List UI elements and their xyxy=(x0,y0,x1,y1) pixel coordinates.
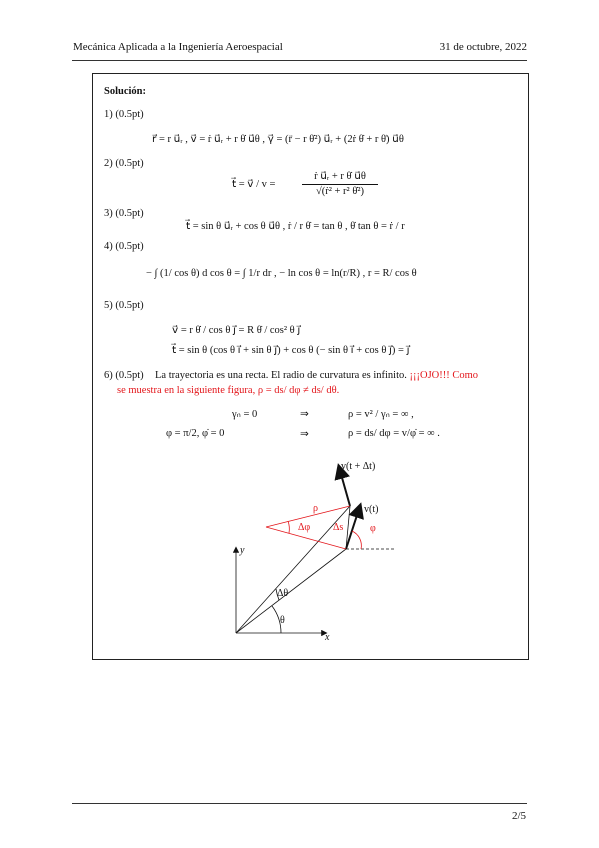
radius-line-1 xyxy=(236,549,346,633)
label-v-t: v(t) xyxy=(364,504,379,515)
item-6-text-warning-cont: se muestra en la siguiente figura, ρ = ds/ dφ ≠ ds/ dθ. xyxy=(117,385,340,396)
solution-heading: Solución: xyxy=(104,86,147,97)
dphi-arc xyxy=(288,521,289,533)
footer-rule xyxy=(72,803,527,804)
item-2-equation-numerator: ṙ u⃗ᵣ + r θ̇ u⃗θ xyxy=(314,171,366,182)
item-3-equation: t⃗ = sin θ u⃗ᵣ + cos θ u⃗θ , ṙ / r θ̇ = tan θ , θ̇ tan θ = ṙ / r xyxy=(186,221,405,232)
item-4-label: 4) (0.5pt) xyxy=(104,241,144,252)
label-dphi: Δφ xyxy=(298,522,311,533)
phi-arc xyxy=(352,531,361,549)
item-6-text-warning: ¡¡¡OJO!!! Como xyxy=(409,370,479,381)
item-6-row2-arrow: ⇒ xyxy=(300,429,309,440)
item-2-equation-lhs: t⃗ = v⃗ / v = xyxy=(232,179,276,190)
label-ds: Δs xyxy=(333,522,344,533)
item-5-label: 5) (0.5pt) xyxy=(104,300,144,311)
item-3-label: 3) (0.5pt) xyxy=(104,208,144,219)
item-6-row1-right: ρ = v² / γₙ = ∞ , xyxy=(348,409,414,420)
label-v-t-dt: v(t + Δt) xyxy=(341,461,376,472)
velocity-vector-t-dt xyxy=(339,467,350,506)
item-6-row2-right: ρ = ds/ dφ = v/φ̇ = ∞ . xyxy=(348,428,440,439)
label-x: x xyxy=(325,632,330,643)
label-rho: ρ xyxy=(313,503,318,514)
item-2-label: 2) (0.5pt) xyxy=(104,158,144,169)
page-number: 2/5 xyxy=(511,810,526,822)
item-6-row2-left: φ = π/2, φ̇ = 0 xyxy=(166,428,225,439)
label-y: y xyxy=(240,545,245,556)
header-title: Mecánica Aplicada a la Ingeniería Aeroespacial xyxy=(73,41,283,53)
item-6-row1-left: γₙ = 0 xyxy=(232,409,258,420)
item-2-equation-denominator: √(ṙ² + r² θ̇²) xyxy=(315,186,365,197)
item-5-equation-1: v⃗ = r θ̇ / cos θ j⃗ = R θ̇ / cos² θ j⃗ xyxy=(172,325,301,336)
item-6-label: 6) (0.5pt) xyxy=(104,370,144,381)
label-dtheta: Δθ xyxy=(277,588,289,599)
label-phi: φ xyxy=(370,523,376,534)
item-4-equation: − ∫ (1/ cos θ) d cos θ = ∫ 1/r dr , − ln cos θ = ln(r/R) , r = R/ cos θ xyxy=(146,268,417,279)
item-6-text-black: La trayectoria es una recta. El radio de curvatura es infinito. xyxy=(155,370,407,381)
item-1-equation: r⃗ = r u⃗ᵣ , v⃗ = ṙ u⃗ᵣ + r θ̇ u⃗θ , γ⃗ = (r̈ − r θ̇²) u⃗ᵣ + (2ṙ θ̇ + r θ̈) u⃗θ xyxy=(152,134,404,145)
item-1-label: 1) (0.5pt) xyxy=(104,109,144,120)
header-date: 31 de octubre, 2022 xyxy=(439,41,527,53)
item-6-row1-arrow: ⇒ xyxy=(300,409,309,420)
item-5-equation-2: t⃗ = sin θ (cos θ i⃗ + sin θ j⃗) + cos θ (− sin θ i⃗ + cos θ j⃗) = j⃗ xyxy=(172,345,410,356)
label-theta: θ xyxy=(280,615,285,626)
